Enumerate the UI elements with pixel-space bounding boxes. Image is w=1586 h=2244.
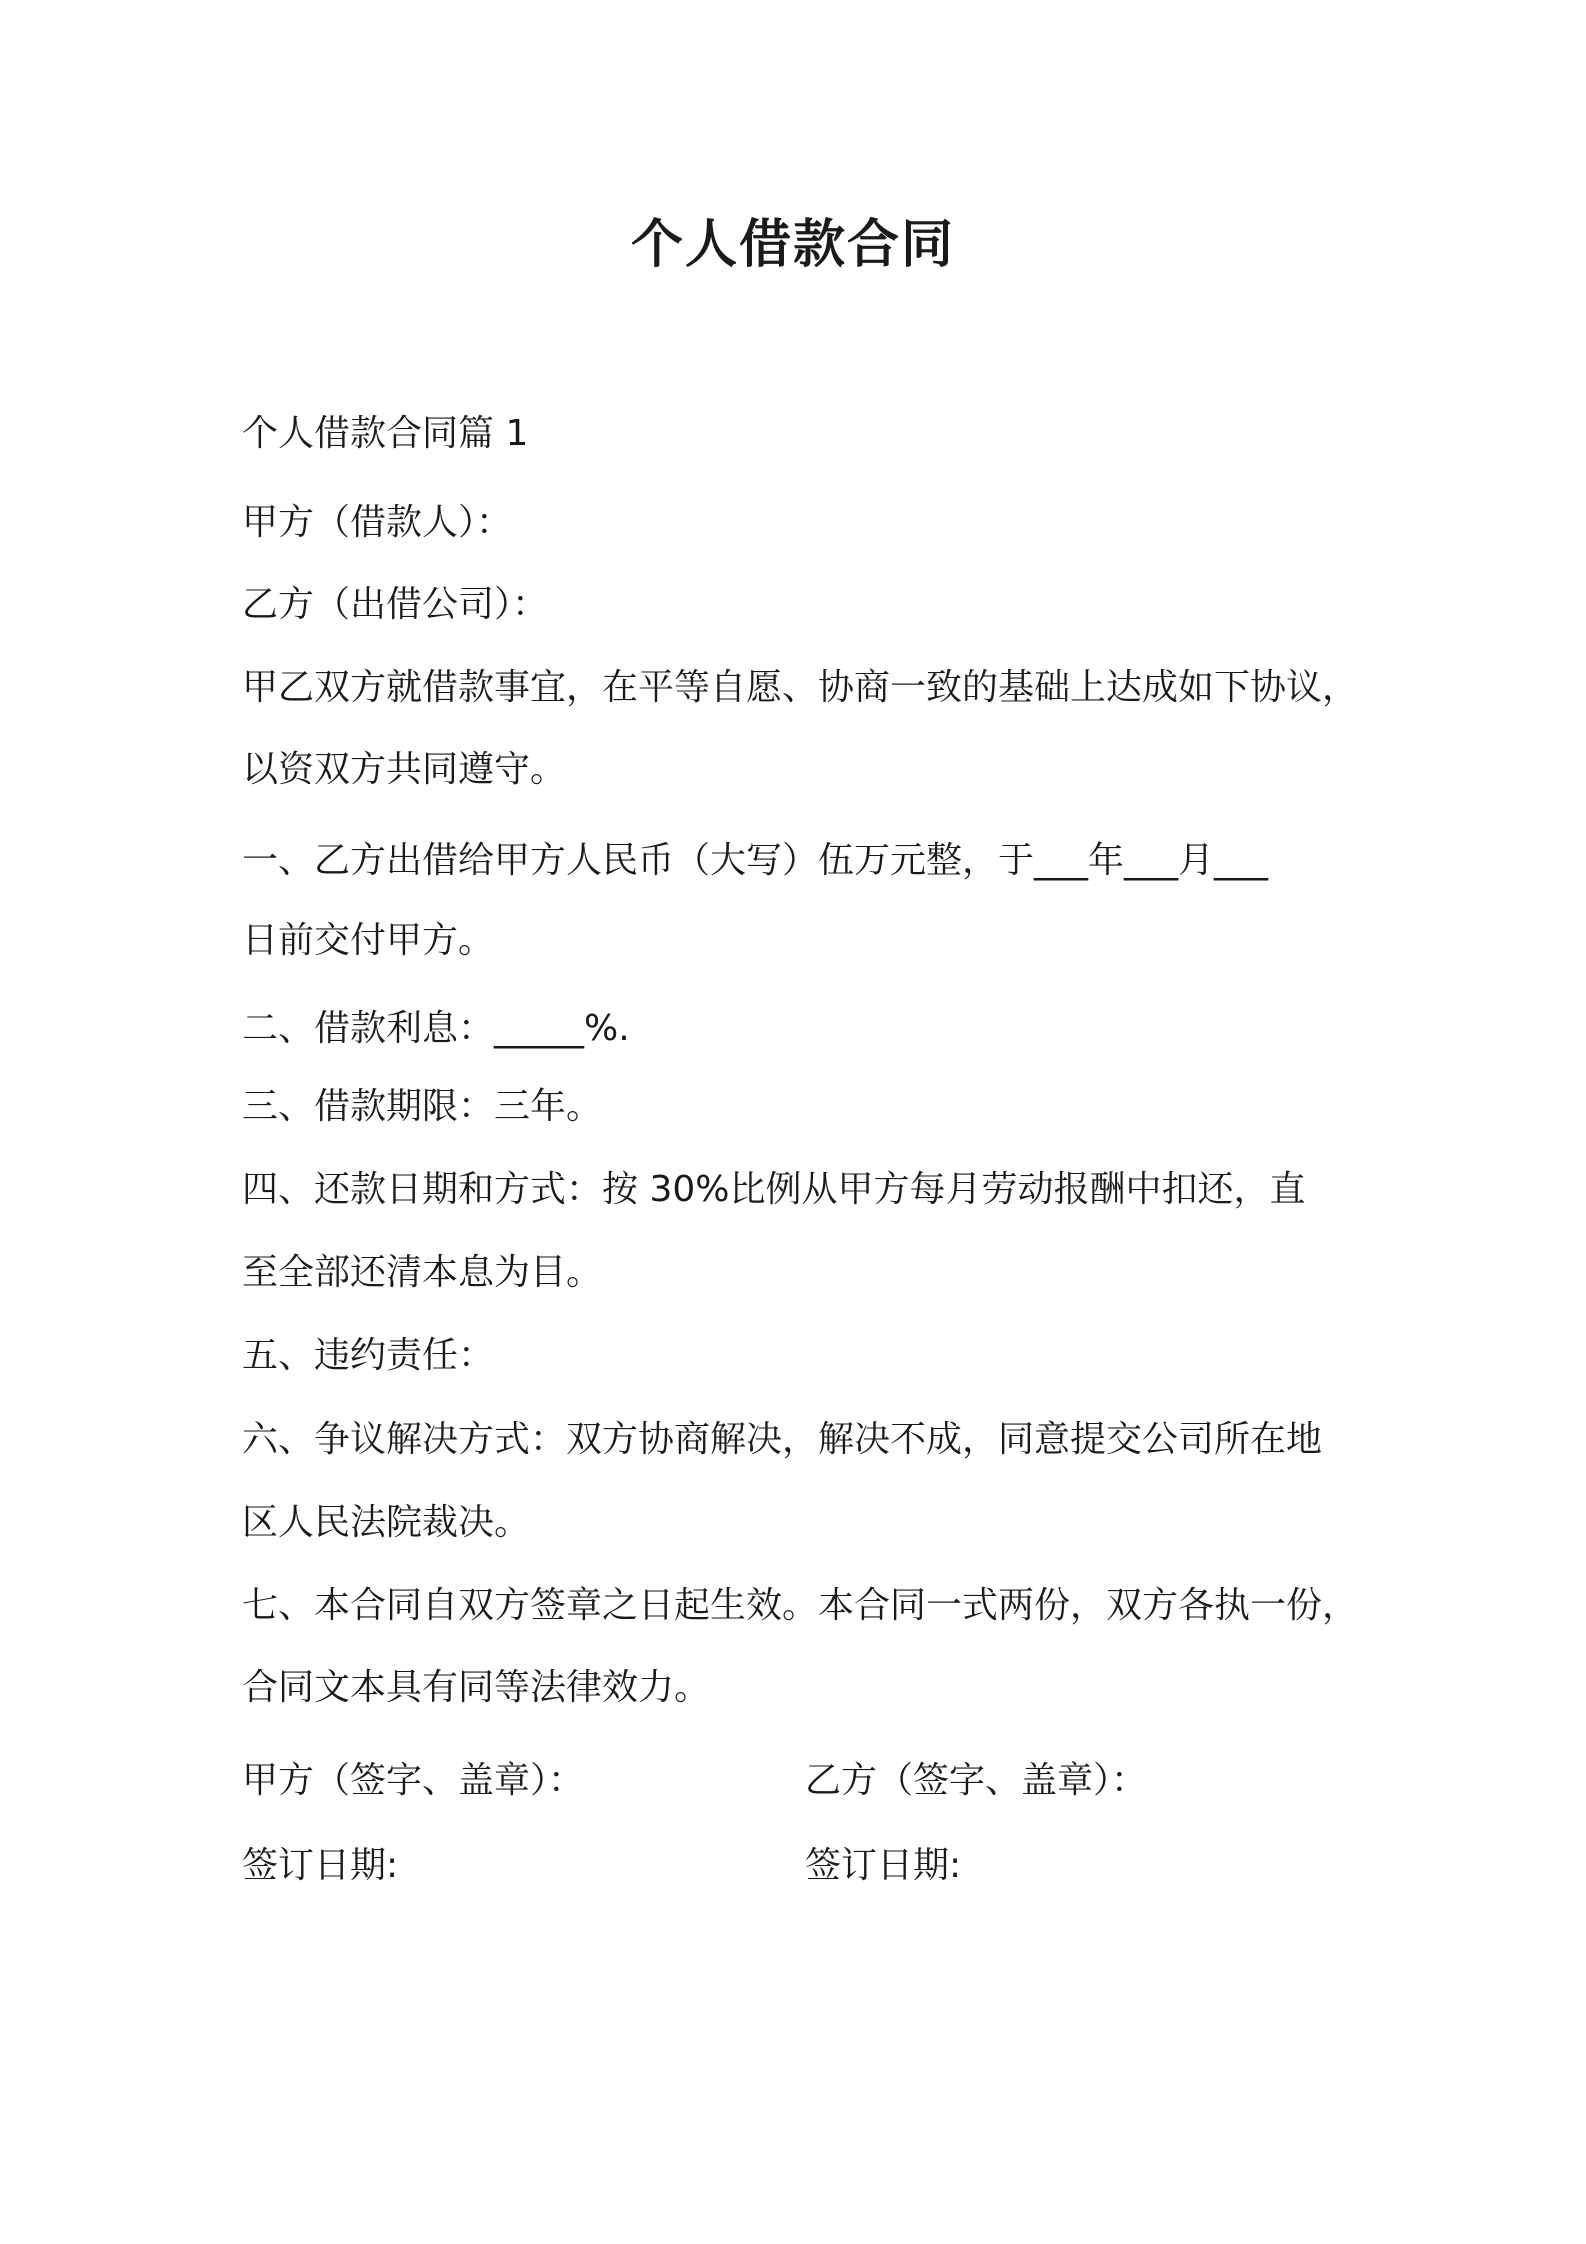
- clause-3: 三、借款期限：三年。: [242, 1086, 603, 1127]
- party-b-signature: 乙方（签字、盖章）：: [805, 1760, 1148, 1801]
- party-b-sign-date: 签订日期:: [805, 1845, 962, 1886]
- section-heading: 个人借款合同篇 1: [242, 413, 529, 454]
- party-a-signature: 甲方（签字、盖章）：: [242, 1760, 585, 1801]
- clause-6-line-2: 区人民法院裁决。: [242, 1502, 531, 1543]
- party-b-line: 乙方（出借公司）：: [242, 584, 549, 625]
- intro-line-1: 甲乙双方就借款事宜，在平等自愿、协商一致的基础上达成如下协议，: [242, 667, 1359, 708]
- clause-6-line-1: 六、争议解决方式：双方协商解决，解决不成，同意提交公司所在地: [242, 1419, 1323, 1460]
- clause-4-line-1: 四、还款日期和方式：按 30%比例从甲方每月劳动报酬中扣还，直: [242, 1169, 1306, 1210]
- document-title: 个人借款合同: [630, 215, 955, 275]
- clause-1-line-2: 日前交付甲方。: [242, 920, 495, 961]
- party-a-sign-date: 签订日期:: [242, 1845, 399, 1886]
- clause-1-line-1: 一、乙方出借给甲方人民币（大写）伍万元整，于___年___月___: [242, 840, 1269, 881]
- intro-line-2: 以资双方共同遵守。: [242, 749, 567, 790]
- party-a-line: 甲方（借款人）：: [242, 502, 513, 543]
- clause-2: 二、借款利息：_____%.: [242, 1008, 630, 1049]
- clause-5: 五、违约责任：: [242, 1335, 495, 1376]
- clause-7-line-1: 七、本合同自双方签章之日起生效。本合同一式两份，双方各执一份，: [242, 1585, 1359, 1626]
- clause-7-line-2: 合同文本具有同等法律效力。: [242, 1667, 711, 1708]
- clause-4-line-2: 至全部还清本息为目。: [242, 1252, 603, 1293]
